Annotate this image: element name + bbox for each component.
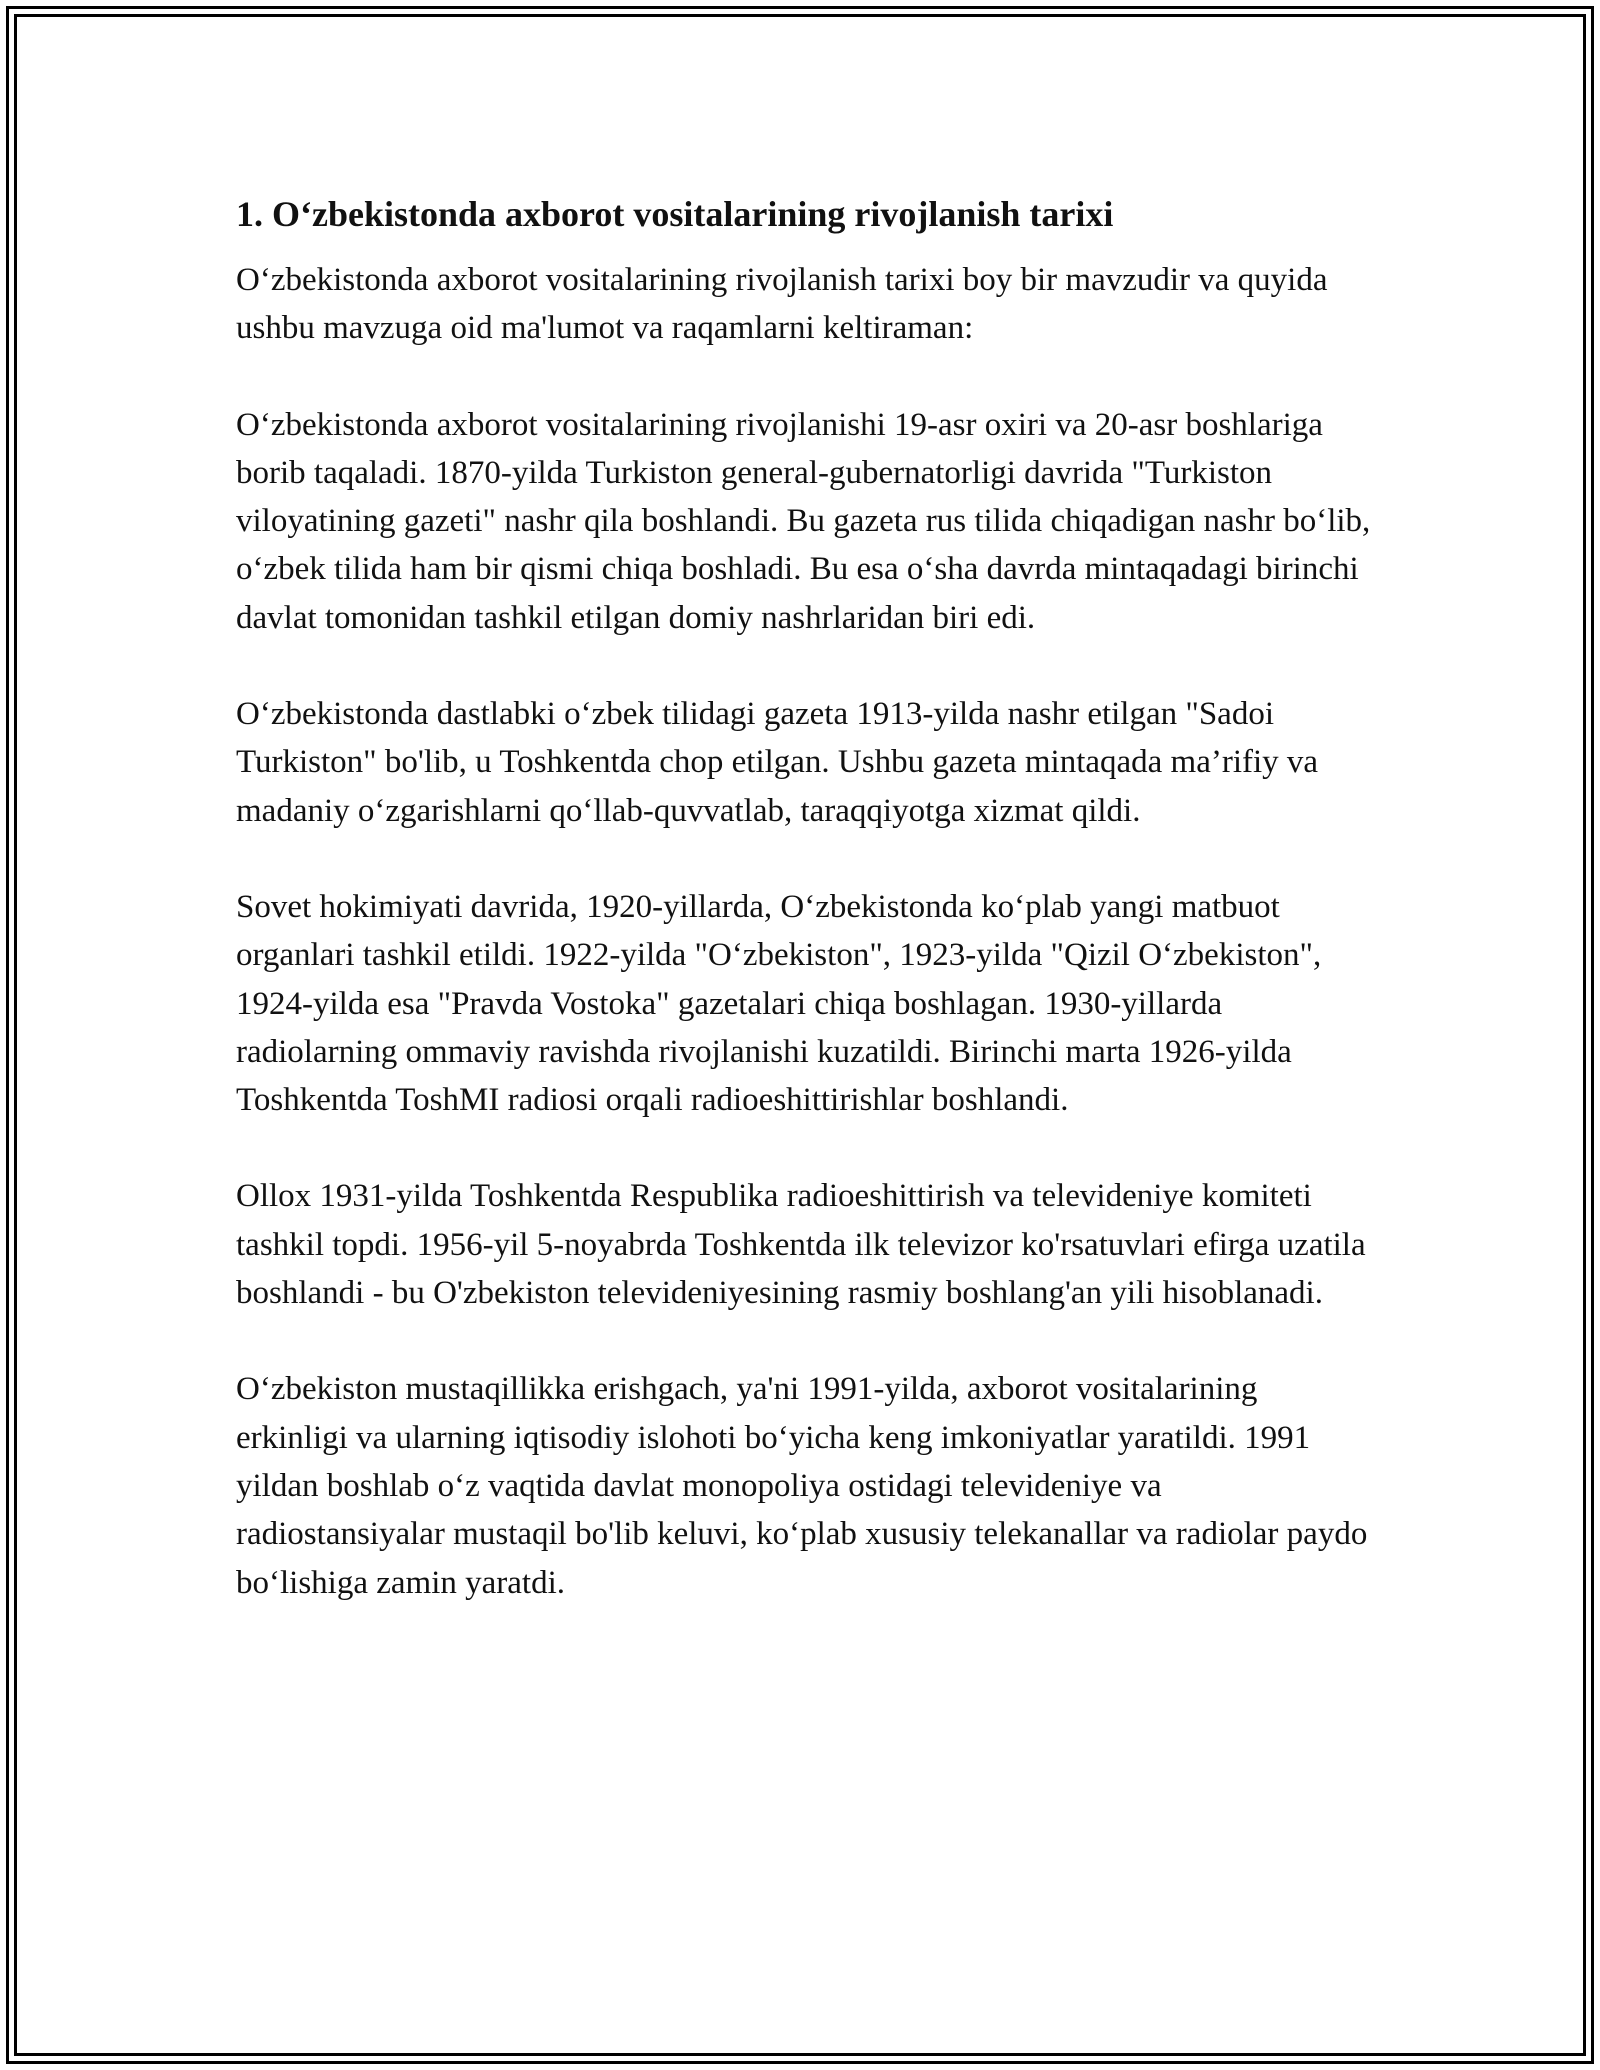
paragraph-intro: O‘zbekistonda axborot vositalarining rivojlanish tarixi boy bir mavzudir va quyida ushbu mavzuga oid ma'lumot va raqamlarni keltiraman: (236, 262, 1328, 347)
document-body (236, 188, 1376, 1655)
paragraph-first-uzbek-newspaper: O‘zbekistonda dastlabki o‘zbek tilidagi gazeta 1913-yilda nashr etilgan "Sadoi Turkiston" bo'lib, u Toshkentda chop etilgan. Ushbu gazeta mintaqada ma’rifiy va madaniy o‘zgarishlarni qo‘llab-quvvatlab, taraqqiyotga xizmat qildi. (236, 696, 1319, 829)
paragraph-origins: O‘zbekistonda axborot vositalarining rivojlanishi 19-asr oxiri va 20-asr boshlariga borib taqaladi. 1870-yilda Turkiston general-gubernatorligi davrida "Turkiston viloyatining gazeti" nashr qila boshlandi. Bu gazeta rus tilida chiqadigan nashr bo‘lib, o‘zbek tilida ham bir qismi chiqa boshladi. Bu esa o‘sha davrda mintaqadagi birinchi davlat tomonidan tashkil etilgan domiy nashrlaridan biri edi. (236, 406, 1371, 636)
paragraph-radio-television: Ollox 1931-yilda Toshkentda Respublika radioeshittirish va televideniye komiteti tashkil topdi. 1956-yil 5-noyabrda Toshkentda ilk televizor ko'rsatuvlari efirga uzatila boshlandi - bu O'zbekiston televideniyesining rasmiy boshlang'an yili hisoblanadi. (236, 1178, 1366, 1312)
paragraph-independence: O‘zbekiston mustaqillikka erishgach, ya'ni 1991-yilda, axborot vositalarining erkinligi va ularning iqtisodiy islohoti bo‘yicha keng imkoniyatlar yaratildi. 1991 yildan boshlab o‘z vaqtida davlat monopoliya ostidagi televideniye va radiostansiyalar mustaqil bo'lib keluvi, ko‘plab xususiy telekanallar va radiolar paydo bo‘lishiga zamin yaratdi. (236, 1371, 1368, 1601)
paragraph-soviet-period: Sovet hokimiyati davrida, 1920-yillarda, O‘zbekistonda ko‘plab yangi matbuot organlari tashkil etildi. 1922-yilda "O‘zbekiston", 1923-yilda "Qizil O‘zbekiston", 1924-yilda esa "Pravda Vostoka" gazetalari chiqa boshlagan. 1930-yillarda radiolarning ommaviy ravishda rivojlanishi kuzatildi. Birinchi marta 1926-yilda Toshkentda ToshMI radiosi orqali radioeshittirishlar boshlandi. (236, 888, 1322, 1119)
section-heading: 1. O‘zbekistonda axborot vositalarining rivojlanish tarixi (236, 194, 1114, 234)
